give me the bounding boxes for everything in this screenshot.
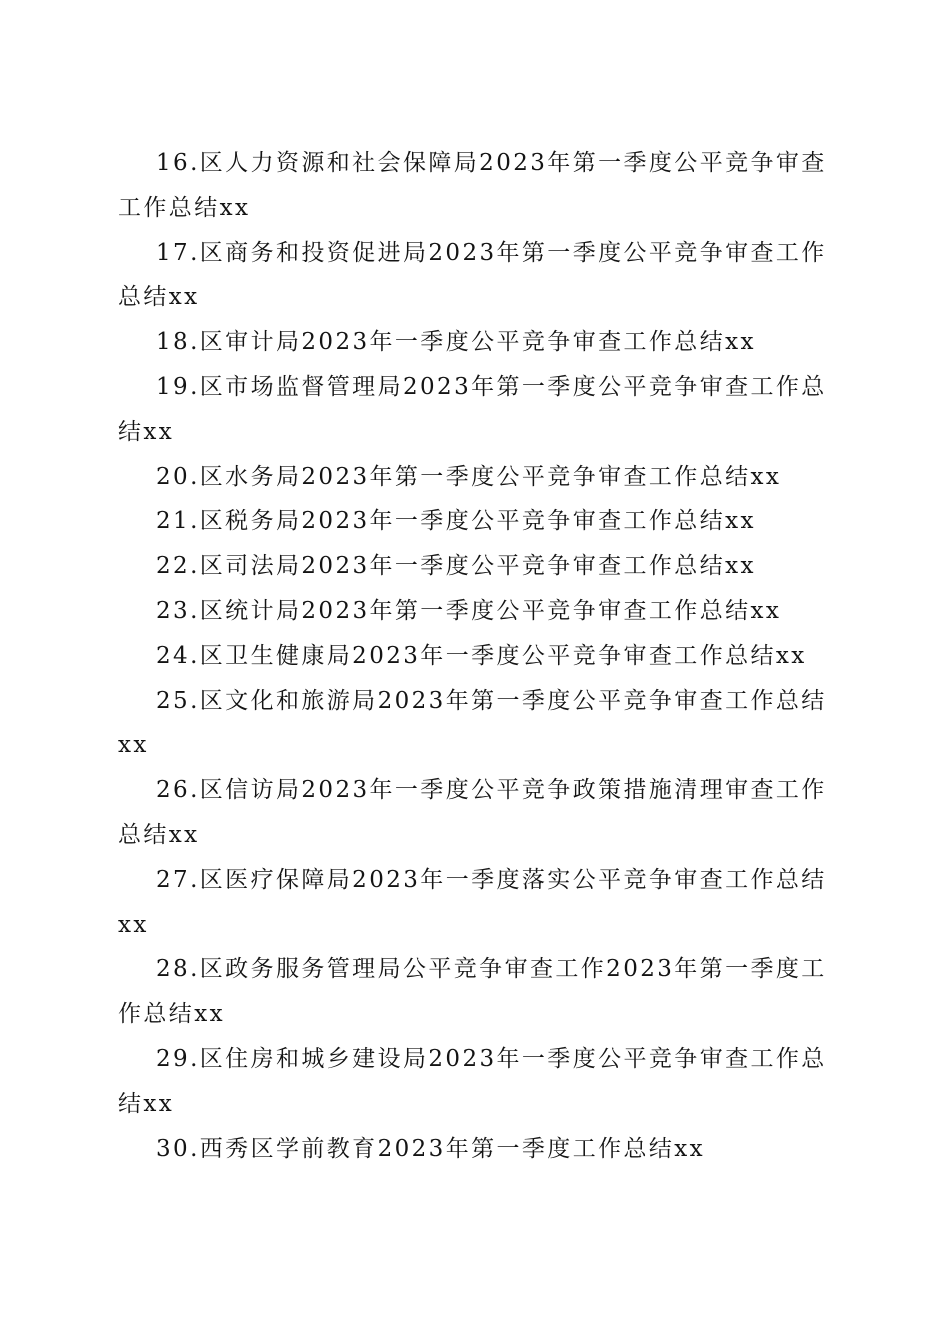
list-item: 19.区市场监督管理局2023年第一季度公平竞争审查工作总结xx [118, 373, 827, 445]
list-item: 22.区司法局2023年一季度公平竞争审查工作总结xx [156, 553, 756, 580]
list-item: 29.区住房和城乡建设局2023年一季度公平竞争审查工作总结xx [118, 1045, 827, 1117]
list-item: 21.区税务局2023年一季度公平竞争审查工作总结xx [156, 508, 756, 535]
list-item: 26.区信访局2023年一季度公平竞争政策措施清理审查工作总结xx [118, 777, 827, 848]
list-item: 30.西秀区学前教育2023年第一季度工作总结xx [156, 1135, 706, 1162]
document-list [118, 141, 828, 1171]
list-item: 25.区文化和旅游局2023年第一季度公平竞争审查工作总结xx [118, 687, 827, 759]
list-item: 16.区人力资源和社会保障局2023年第一季度公平竞争审查工作总结xx [118, 150, 827, 221]
list-item: 17.区商务和投资促进局2023年第一季度公平竞争审查工作总结xx [118, 239, 827, 311]
list-item: 27.区医疗保障局2023年一季度落实公平竞争审查工作总结xx [118, 866, 827, 938]
list-item: 18.区审计局2023年一季度公平竞争审查工作总结xx [156, 329, 756, 356]
list-item: 23.区统计局2023年第一季度公平竞争审查工作总结xx [156, 597, 782, 624]
list-item: 28.区政务服务管理局公平竞争审查工作2023年第一季度工作总结xx [118, 956, 827, 1028]
list-item: 24.区卫生健康局2023年一季度公平竞争审查工作总结xx [156, 642, 807, 669]
list-item: 20.区水务局2023年第一季度公平竞争审查工作总结xx [156, 463, 782, 490]
